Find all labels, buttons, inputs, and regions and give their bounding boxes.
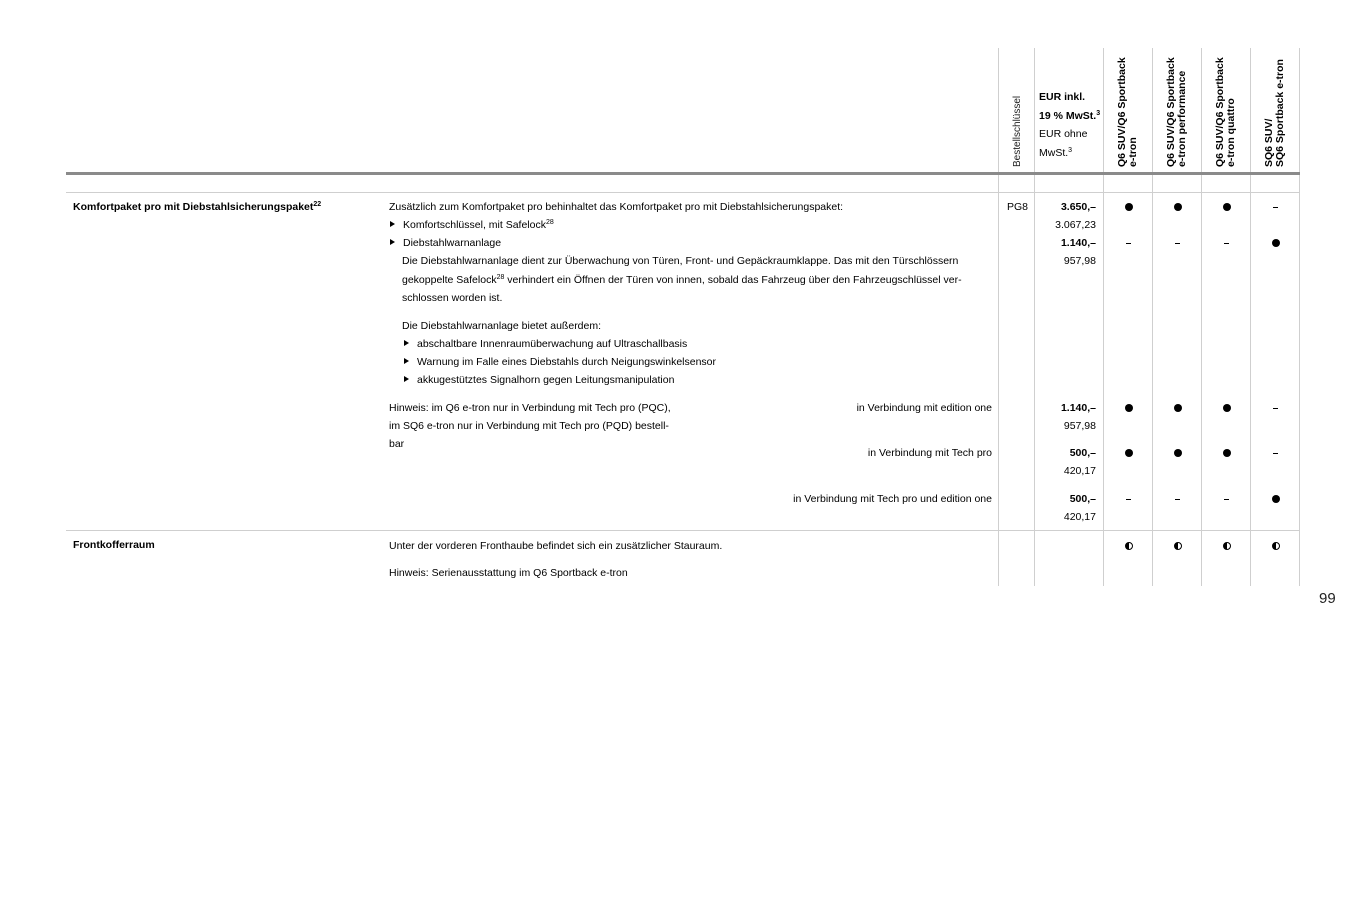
row1-availability-4-model-2 [1153,444,1202,462]
dash-icon [1273,408,1278,409]
dash-icon [1175,243,1180,244]
row2-availability-model-3 [1202,537,1251,555]
filled-circle-icon [1223,404,1231,412]
row1-sub-bullet-2: Warnung im Falle eines Diebstahls durch Neigungswinkelsensor [404,353,716,371]
bullet-icon [390,221,395,227]
row1-price-5-ohne: 420,17 [1063,511,1096,523]
row1-availability-2-model-4 [1251,234,1300,252]
filled-circle-icon [1125,404,1133,412]
row1-availability-5-model-1 [1104,490,1153,508]
filled-circle-icon [1223,449,1231,457]
bullet-icon [404,376,409,382]
row1-price-1-inkl: 3.650,– [1060,201,1096,213]
row2-availability-model-1 [1104,537,1153,555]
half-circle-icon [1223,542,1231,550]
half-circle-icon [1272,542,1280,550]
row1-price-3-inkl: 1.140,– [1060,402,1096,414]
filled-circle-icon [1272,239,1280,247]
col-divider-code-left [998,48,999,586]
header-model-3: Q6 SUV/Q6 Sportback e-tron quattro [1214,57,1237,167]
header-price-inkl-1: EUR inkl. [1039,91,1086,103]
header-price-ohne-1: EUR ohne [1039,128,1088,140]
page-number: 99 [1319,590,1336,607]
filled-circle-icon [1125,449,1133,457]
row1-bullet-2: Diebstahlwarnanlage [390,234,501,252]
row1-availability-5-model-3 [1202,490,1251,508]
row1-condition-4: in Verbindung mit Tech pro [867,447,992,459]
header-order-code: Bestellschlüssel [1012,95,1023,167]
dash-icon [1126,243,1131,244]
row1-price-3-ohne: 957,98 [1063,420,1096,432]
row1-availability-4-model-4 [1251,444,1300,462]
row1-para1-line1: Die Diebstahlwarnanlage dient zur Überwachung von Türen, Front- und Gepäckraumklappe. Das mit den Türschlössern [402,255,959,267]
row1-price-2-ohne: 957,98 [1063,255,1096,267]
row1-price-4-inkl: 500,– [1069,447,1096,459]
dash-icon [1126,499,1131,500]
row1-availability-5-model-2 [1153,490,1202,508]
dash-icon [1273,207,1278,208]
row1-para1-line2: gekoppelte Safelock$^{28}$ verhindert ein Öffnen der Türen von innen, sobald das Fahrzeug über den Fahrzeugschlüssel ver- [402,274,962,286]
row1-para2: Die Diebstahlwarnanlage bietet außerdem: [402,320,602,332]
dash-icon [1175,499,1180,500]
filled-circle-icon [1174,449,1182,457]
dash-icon [1224,499,1229,500]
row1-availability-5-model-4 [1251,490,1300,508]
bullet-icon [390,239,395,245]
table-top-rule [66,192,1300,193]
row1-sub-bullet-3: akkugestütztes Signalhorn gegen Leitungsmanipulation [404,371,674,389]
header-price-ohne-2: MwSt.$^3$ [1039,146,1073,159]
col-divider-price-left [1034,48,1035,586]
row1-price-5-inkl: 500,– [1069,493,1096,505]
filled-circle-icon [1223,203,1231,211]
row1-availability-3-model-3 [1202,399,1251,417]
filled-circle-icon [1174,203,1182,211]
row1-availability-2-model-2 [1153,234,1202,252]
row2-availability-model-2 [1153,537,1202,555]
row1-availability-4-model-1 [1104,444,1153,462]
header-rule [66,172,1300,175]
row1-availability-3-model-4 [1251,399,1300,417]
bullet-icon [404,340,409,346]
row1-availability-3-model-2 [1153,399,1202,417]
row-divider [66,530,1300,531]
filled-circle-icon [1174,404,1182,412]
row1-para1-line3: schlossen worden ist. [402,292,503,304]
header-model-2: Q6 SUV/Q6 Sportback e-tron performance [1165,57,1188,167]
half-circle-icon [1125,542,1133,550]
half-circle-icon [1174,542,1182,550]
row2-availability-model-4 [1251,537,1300,555]
filled-circle-icon [1125,203,1133,211]
row1-hint-line1: Hinweis: im Q6 e-tron nur in Verbindung mit Tech pro (PQC), [389,402,671,414]
row1-availability-1-model-4 [1251,198,1300,216]
row1-price-2-inkl: 1.140,– [1060,237,1096,249]
dash-icon [1273,453,1278,454]
row1-availability-2-model-1 [1104,234,1153,252]
row1-availability-1-model-2 [1153,198,1202,216]
bullet-icon [404,358,409,364]
row1-sub-bullet-1: abschaltbare Innenraumüberwachung auf Ultraschallbasis [404,335,687,353]
row2-title: Frontkofferraum [73,539,155,551]
row1-availability-1-model-1 [1104,198,1153,216]
row1-hint-line2: im SQ6 e-tron nur in Verbindung mit Tech pro (PQD) bestell- [389,420,669,432]
row1-intro: Zusätzlich zum Komfortpaket pro behinhaltet das Komfortpaket pro mit Diebstahlsicherungspaket: [389,201,844,213]
header-model-1: Q6 SUV/Q6 Sportback e-tron [1116,57,1139,167]
header-model-4: SQ6 SUV/ SQ6 Sportback e-tron [1263,59,1286,167]
header-price-inkl-2: 19 % MwSt.$^3$ [1039,109,1101,122]
row1-condition-3: in Verbindung mit edition one [856,402,992,414]
row2-desc: Unter der vorderen Fronthaube befindet sich ein zusätzlicher Stauraum. [389,540,723,552]
row1-availability-2-model-3 [1202,234,1251,252]
row1-price-1-ohne: 3.067,23 [1055,219,1096,231]
row1-availability-1-model-3 [1202,198,1251,216]
header-price [1039,88,1100,162]
row1-condition-5: in Verbindung mit Tech pro und edition one [793,493,992,505]
filled-circle-icon [1272,495,1280,503]
row1-price-4-ohne: 420,17 [1063,465,1096,477]
row2-hint: Hinweis: Serienausstattung im Q6 Sportback e-tron [389,567,628,579]
row1-availability-3-model-1 [1104,399,1153,417]
dash-icon [1224,243,1229,244]
row1-bullet-1: Komfortschlüssel, mit Safelock$^{28}$ [390,216,554,234]
row1-title: Komfortpaket pro mit Diebstahlsicherungspaket$^{22}$ [73,201,322,213]
row1-availability-4-model-3 [1202,444,1251,462]
row1-order-code: PG8 [1007,201,1029,213]
row1-hint-line3: bar [389,438,405,450]
